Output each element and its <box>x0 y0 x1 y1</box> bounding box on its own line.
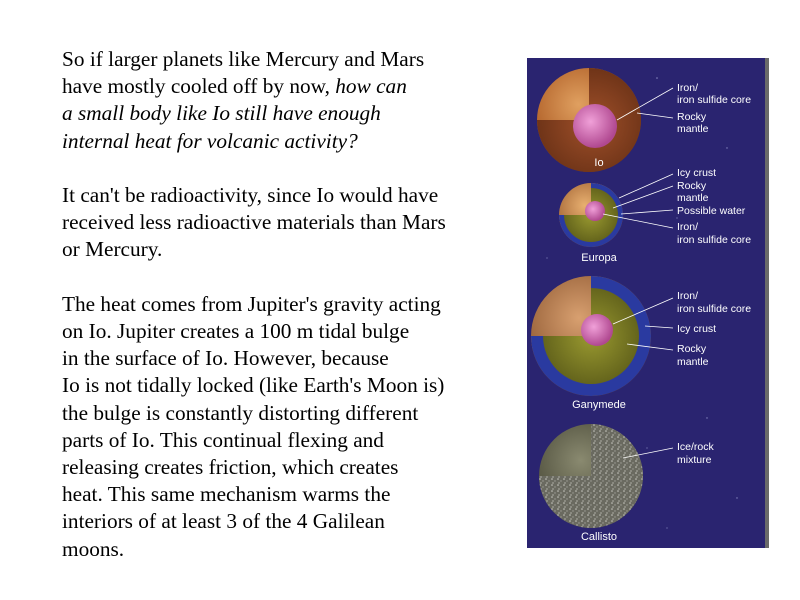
galilean-moons-interior-figure <box>527 58 769 548</box>
line: or Mercury. <box>62 237 163 262</box>
europa-label-2: Rocky <box>677 180 707 192</box>
europa-label-3: mantle <box>677 192 709 204</box>
io-name: Io <box>594 157 604 169</box>
io-label-1: Iron/ <box>677 82 699 94</box>
io-label-2: iron sulfide core <box>677 94 752 106</box>
ganymede-label-4: Rocky <box>677 343 707 355</box>
paragraph-radioactivity <box>62 182 512 264</box>
europa-name: Europa <box>581 252 617 264</box>
line: interiors of at least 3 of the 4 Galilean <box>62 509 385 534</box>
line: heat. This same mechanism warms the <box>62 482 391 507</box>
line: have mostly cooled off by now, <box>62 74 336 99</box>
europa-label-4: Possible water <box>677 205 746 217</box>
moons-diagram <box>527 58 769 548</box>
italic-text: how can <box>335 74 407 99</box>
europa-label-6: iron sulfide core <box>677 234 752 246</box>
ganymede-cutaway <box>531 276 651 396</box>
ganymede-name: Ganymede <box>572 399 626 411</box>
line: Io is not tidally locked (like Earth's Moon is) <box>62 373 445 398</box>
figure-edge <box>765 58 769 548</box>
line: The heat comes from Jupiter's gravity acting <box>62 291 441 316</box>
paragraph-tidal-heating <box>62 291 512 563</box>
slide-text <box>62 46 512 563</box>
ganymede-label-3: Icy crust <box>677 323 717 335</box>
italic-text: a small body like Io still have enough <box>62 101 381 126</box>
ganymede-label-1: Iron/ <box>677 290 699 302</box>
line: parts of Io. This continual flexing and <box>62 427 384 452</box>
line: releasing creates friction, which creates <box>62 455 399 480</box>
io-label-3: Rocky <box>677 111 707 123</box>
callisto-name: Callisto <box>580 531 618 543</box>
io-label-4: mantle <box>677 123 709 135</box>
line: on Io. Jupiter creates a 100 m tidal bulge <box>62 319 410 343</box>
ganymede-label-5: mantle <box>677 356 709 368</box>
line: It can't be radioactivity, since Io would have <box>62 183 439 207</box>
callisto-label-2: mixture <box>677 454 712 466</box>
europa-label-5: Iron/ <box>677 221 699 233</box>
italic-text: internal heat for volcanic activity? <box>62 128 358 153</box>
europa-cutaway <box>559 183 623 247</box>
ganymede-label-2: iron sulfide core <box>677 303 752 315</box>
line: in the surface of Io. However, because <box>62 346 389 371</box>
paragraph-question <box>62 46 512 155</box>
europa-label-1: Icy crust <box>677 167 717 179</box>
callisto-label-1: Ice/rock <box>677 441 714 453</box>
line: moons. <box>62 536 125 561</box>
line: received less radioactive materials than Mars <box>62 210 446 235</box>
line: So if larger planets like Mercury and Mars <box>62 47 425 71</box>
line: the bulge is constantly distorting different <box>62 400 419 425</box>
